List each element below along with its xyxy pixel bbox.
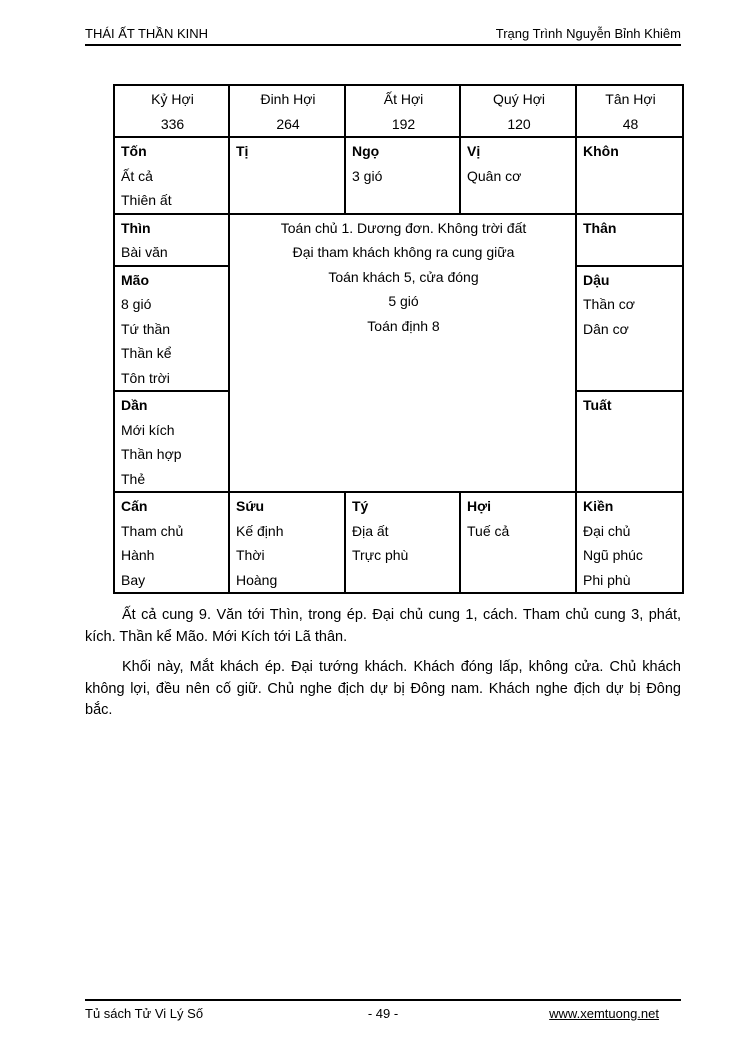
palace-title: Khôn — [583, 143, 619, 159]
thai-at-chart-table — [113, 84, 684, 594]
palace-cell-vi — [460, 137, 576, 214]
palace-title: Tị — [236, 143, 249, 159]
year-cell-dinh-hoi — [229, 85, 345, 137]
year-value: 120 — [507, 115, 531, 132]
year-cell-at-hoi — [345, 85, 460, 137]
palace-line: Thần kể — [121, 345, 172, 361]
year-label: Đinh Hợi — [260, 91, 316, 107]
palace-line: Thần cơ — [583, 296, 635, 312]
palace-title: Cấn — [121, 498, 148, 514]
year-value: 48 — [622, 115, 639, 132]
palace-cell-tuat — [576, 391, 683, 492]
palace-line: Tứ thần — [121, 320, 171, 337]
palace-cell-can — [114, 492, 229, 593]
palace-line: Kế định — [236, 522, 284, 539]
center-line: Đại tham khách không ra cung giữa — [292, 244, 515, 260]
year-value: 336 — [160, 115, 185, 132]
palace-line: Bài văn — [121, 244, 168, 260]
palace-cell-ton — [114, 137, 229, 214]
thai-at-chart — [113, 84, 684, 594]
palace-title: Dần — [121, 397, 148, 413]
year-cell-tan-hoi — [576, 85, 683, 137]
header-divider — [85, 44, 681, 46]
palace-line: 3 gió — [352, 167, 383, 184]
commentary-text — [85, 605, 681, 731]
year-label: Tân Hợi — [605, 91, 656, 107]
palace-title: Tý — [352, 498, 369, 514]
header-book-title: THÁI ẤT THẦN KINH — [85, 26, 209, 41]
year-cell-quy-hoi — [460, 85, 576, 137]
palace-cell-hoi — [460, 492, 576, 593]
palace-line: Trực phù — [352, 547, 409, 563]
palace-line: Thẻ — [121, 470, 146, 487]
page-header — [85, 26, 681, 42]
center-line: Toán khách 5, cửa đóng — [328, 268, 479, 285]
palace-line: Hành — [121, 547, 155, 563]
footer-website-container — [398, 1006, 681, 1021]
palace-cell-mao — [114, 266, 229, 392]
palace-cell-ty — [345, 492, 460, 593]
palace-line: Ất cả — [121, 167, 153, 184]
palace-cell-thin — [114, 214, 229, 266]
palace-title: Thìn — [121, 219, 151, 236]
year-cell-ky-hoi — [114, 85, 229, 137]
year-label: Kỷ Hợi — [151, 91, 194, 107]
page-footer — [85, 999, 681, 1021]
palace-title: Tốn — [121, 143, 147, 159]
palace-line: Tuế cả — [467, 522, 510, 539]
palace-title: Tuất — [583, 397, 612, 413]
palace-title: Dậu — [583, 271, 610, 288]
palace-title: Mão — [121, 271, 149, 288]
palace-line: Bay — [121, 571, 146, 588]
palace-line: Quân cơ — [467, 167, 522, 184]
palace-row-thin — [114, 214, 683, 266]
footer-page-number: - 49 - — [367, 1006, 399, 1021]
palace-line: 8 gió — [121, 296, 152, 312]
center-line: Toán định 8 — [367, 317, 440, 334]
palace-title: Sứu — [236, 498, 265, 514]
year-label: Ất Hợi — [383, 91, 424, 107]
palace-line: Phi phù — [583, 571, 631, 588]
center-line: Toán chủ 1. Dương đơn. Không trời đất — [280, 219, 527, 236]
year-value: 264 — [276, 115, 300, 132]
center-summary-cell — [229, 214, 576, 493]
palace-line: Thần hợp — [121, 446, 182, 462]
year-value: 192 — [391, 115, 416, 132]
palace-line: Tôn trời — [121, 369, 170, 386]
palace-title: Kiền — [583, 498, 614, 514]
palace-line: Ngũ phúc — [583, 547, 643, 563]
palace-row-bottom — [114, 492, 683, 593]
palace-title: Vị — [467, 143, 481, 159]
commentary-paragraph: Khối này, Mắt khách ép. Đại tướng khách. Khách đóng lấp, không cửa. Chủ khách không lợi, đều nên cố giữ. Chủ nghe địch dự bị Đông nam. Khách nghe địch dự bị Đông bắc. — [85, 659, 681, 718]
footer-series-title: Tủ sách Tử Vi Lý Số — [85, 1006, 204, 1021]
palace-row-top — [114, 137, 683, 214]
palace-cell-khon — [576, 137, 683, 214]
year-label: Quý Hợi — [493, 91, 545, 107]
palace-line: Mới kích — [121, 421, 175, 438]
palace-line: Đại chủ — [583, 522, 631, 539]
palace-line: Thiên ất — [121, 192, 172, 208]
palace-line: Tham chủ — [121, 522, 184, 539]
palace-line: Thời — [236, 547, 265, 563]
palace-cell-ti — [229, 137, 345, 214]
palace-title: Thân — [583, 219, 617, 236]
palace-cell-than — [576, 214, 683, 266]
palace-cell-ngo — [345, 137, 460, 214]
palace-cell-suu — [229, 492, 345, 593]
palace-line: Hoàng — [236, 571, 278, 588]
palace-title: Hợi — [467, 498, 491, 514]
header-author: Trạng Trình Nguyễn Bỉnh Khiêm — [495, 26, 681, 41]
palace-line: Dân cơ — [583, 320, 629, 337]
center-line: 5 gió — [388, 293, 419, 309]
palace-cell-kien — [576, 492, 683, 593]
commentary-paragraph: Ất cả cung 9. Văn tới Thìn, trong ép. Đại chủ cung 1, cách. Tham chủ cung 3, phát, kích. Thần kể Mão. Mới Kích tới Lã thân. — [85, 607, 681, 645]
palace-title: Ngọ — [352, 143, 380, 159]
footer-website-link[interactable]: www.xemtuong.net — [549, 1006, 659, 1021]
palace-cell-dan — [114, 391, 229, 492]
palace-line: Địa ất — [352, 522, 389, 539]
year-row — [114, 85, 683, 137]
palace-cell-dau — [576, 266, 683, 392]
